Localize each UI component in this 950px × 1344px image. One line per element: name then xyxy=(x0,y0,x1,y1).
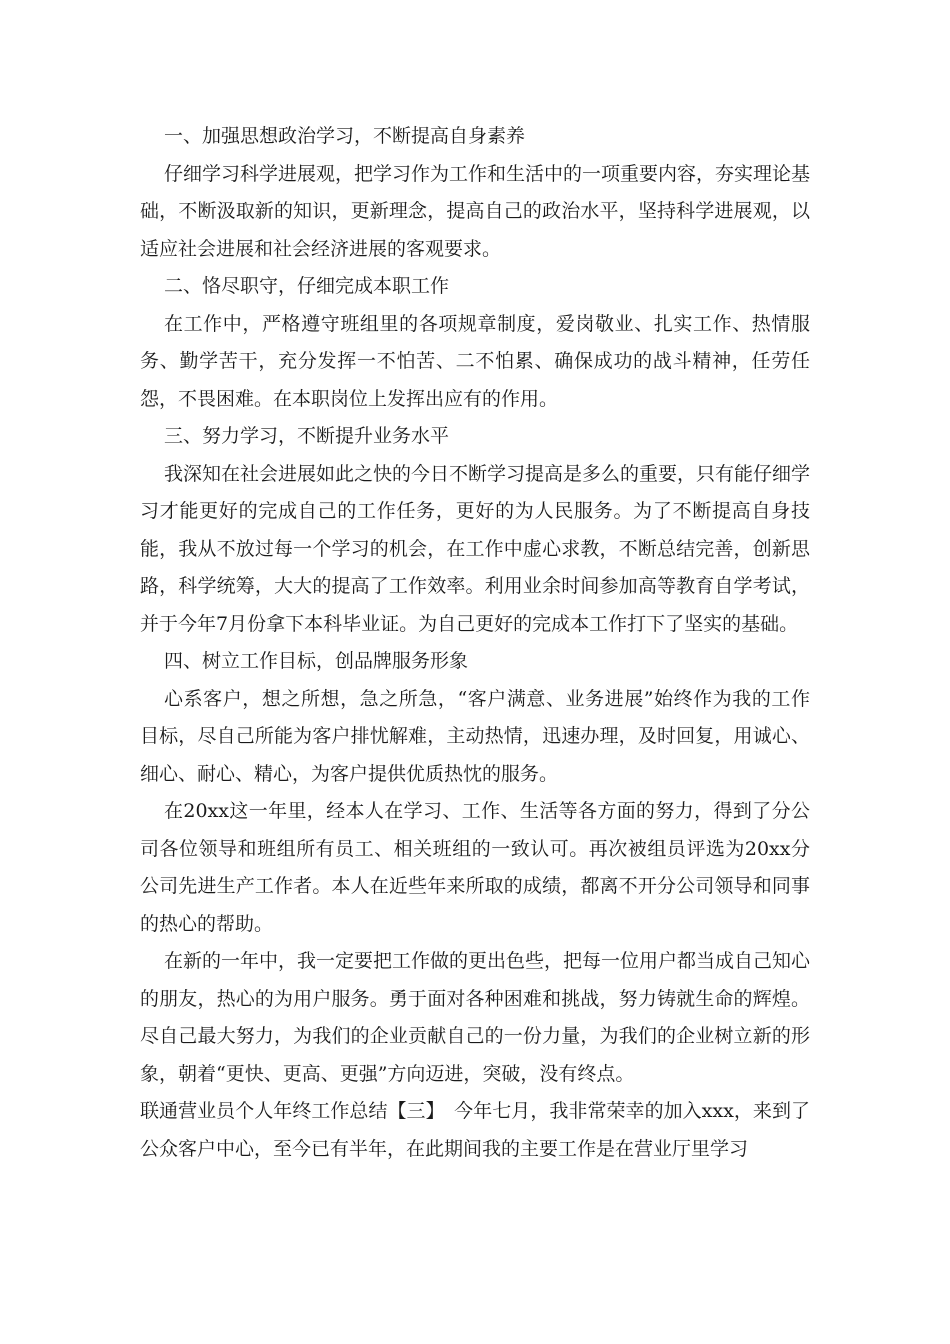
paragraph-3: 我深知在社会进展如此之快的今日不断学习提高是多么的重要，只有能仔细学习才能更好的完成自己的工作任务，更好的为人民服务。为了不断提高自身技能，我从不放过每一个学习的机会，在工作中虚心求教，不断总结完善，创新思路，科学统筹，大大的提高了工作效率。利用业余时间参加高等教育自学考试，并于今年7月份拿下本科毕业证。为自己更好的完成本工作打下了坚实的基础。 xyxy=(140,462,811,635)
paragraph-5: 在20xx这一年里，经本人在学习、工作、生活等各方面的努力，得到了分公司各位领导和班组所有员工、相关班组的一致认可。再次被组员评选为20xx分公司先进生产工作者。本人在近些年来所取的成绩，都离不开分公司领导和同事的热心的帮助。 xyxy=(140,800,810,935)
paragraph-2: 在工作中，严格遵守班组里的各项规章制度，爱岗敬业、扎实工作、热情服务、勤学苦干，充分发挥一不怕苦、二不怕累、确保成功的战斗精神，任劳任怨，不畏困难。在本职岗位上发挥出应有的作用。 xyxy=(140,312,810,410)
paragraph-6: 在新的一年中，我一定要把工作做的更出色些，把每一位用户都当成自己知心的朋友，热心的为用户服务。勇于面对各种困难和挑战，努力铸就生命的辉煌。尽自己最大努力，为我们的企业贡献自己的一份力量，为我们的企业树立新的形象，朝着“更快、更高、更强”方向迈进，突破，没有终点。 xyxy=(140,950,811,1085)
section-heading-4: 四、树立工作目标，创品牌服务形象 xyxy=(164,650,469,672)
document-body xyxy=(140,118,810,1168)
section-three-intro: 联通营业员个人年终工作总结【三】 今年七月，我非常荣幸的加入xxx，来到了公众客户中心，至今已有半年，在此期间我的主要工作是在营业厅里学习 xyxy=(140,1100,810,1160)
paragraph-1: 仔细学习科学进展观，把学习作为工作和生活中的一项重要内容，夯实理论基础，不断汲取新的知识，更新理念，提高自己的政治水平，坚持科学进展观，以适应社会进展和社会经济进展的客观要求。 xyxy=(140,162,811,260)
paragraph-4: 心系客户，想之所想，急之所急，“客户满意、业务进展”始终作为我的工作目标，尽自己所能为客户排忧解难，主动热情，迅速办理，及时回复，用诚心、细心、耐心、精心，为客户提供优质热忱的服务。 xyxy=(140,687,810,785)
section-heading-2: 二、恪尽职守，仔细完成本职工作 xyxy=(164,275,450,297)
section-heading-3: 三、努力学习，不断提升业务水平 xyxy=(164,425,450,447)
section-heading-1: 一、加强思想政治学习，不断提高自身素养 xyxy=(164,125,526,147)
